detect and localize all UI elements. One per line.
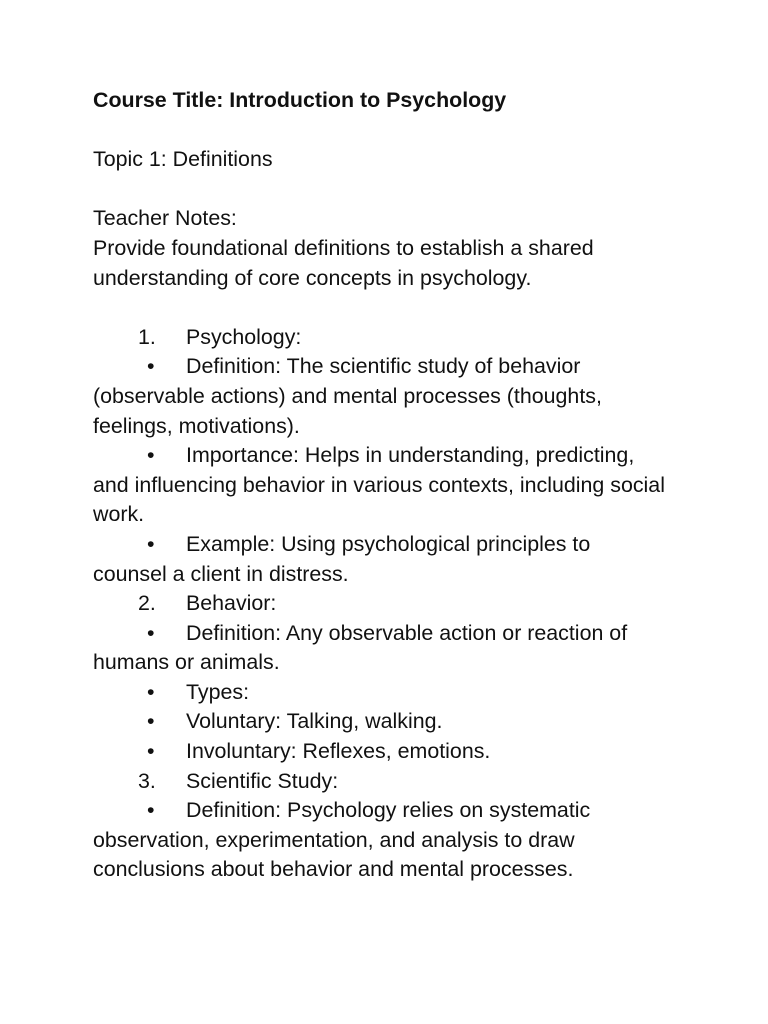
numbered-item — [93, 323, 668, 353]
bullet-icon: • — [147, 531, 155, 556]
document-body — [93, 86, 668, 885]
numbered-item — [93, 767, 668, 797]
course-title: Course Title: Introduction to Psychology — [93, 88, 507, 112]
bullet-icon: • — [147, 739, 155, 764]
bullet-icon: • — [147, 620, 155, 645]
bullet-icon: • — [147, 443, 155, 468]
bullet-item — [93, 352, 668, 441]
numbered-item — [93, 589, 668, 619]
bullet-item — [93, 441, 668, 530]
numbered-item-heading: Behavior: — [186, 591, 277, 616]
bullet-text: Voluntary: Talking, walking. — [186, 709, 443, 734]
bullet-icon: • — [147, 709, 155, 734]
bullet-item — [93, 619, 668, 678]
list-number: 1. — [138, 324, 156, 349]
bullet-item — [93, 737, 668, 767]
bullet-text: Importance: Helps in understanding, predicting, and influencing behavior in various contexts, including social work. — [93, 443, 665, 527]
bullet-text: Types: — [186, 679, 250, 704]
numbered-item-heading: Scientific Study: — [186, 768, 339, 793]
list-number: 3. — [138, 768, 156, 793]
numbered-item-heading: Psychology: — [186, 324, 302, 349]
bullet-item — [93, 796, 668, 885]
list-number: 2. — [138, 591, 156, 616]
bullet-text: Involuntary: Reflexes, emotions. — [186, 739, 491, 764]
bullet-icon: • — [147, 679, 155, 704]
bullet-item — [93, 707, 668, 737]
teacher-notes-intro: Provide foundational definitions to establish a shared understanding of core concepts in psychology. — [93, 235, 594, 290]
topic-heading: Topic 1: Definitions — [93, 147, 273, 172]
bullet-text: Definition: The scientific study of behavior (observable actions) and mental processes (thoughts, feelings, motivations). — [93, 354, 602, 438]
bullet-text: Definition: Psychology relies on systematic observation, experimentation, and analysis to draw conclusions about behavior and mental processes. — [93, 798, 591, 882]
bullet-item — [93, 678, 668, 708]
bullet-text: Definition: Any observable action or reaction of humans or animals. — [93, 620, 628, 675]
bullet-text: Example: Using psychological principles to counsel a client in distress. — [93, 531, 591, 586]
teacher-notes-heading: Teacher Notes: — [93, 206, 237, 231]
bullet-item — [93, 530, 668, 589]
bullet-icon: • — [147, 798, 155, 823]
bullet-icon: • — [147, 354, 155, 379]
